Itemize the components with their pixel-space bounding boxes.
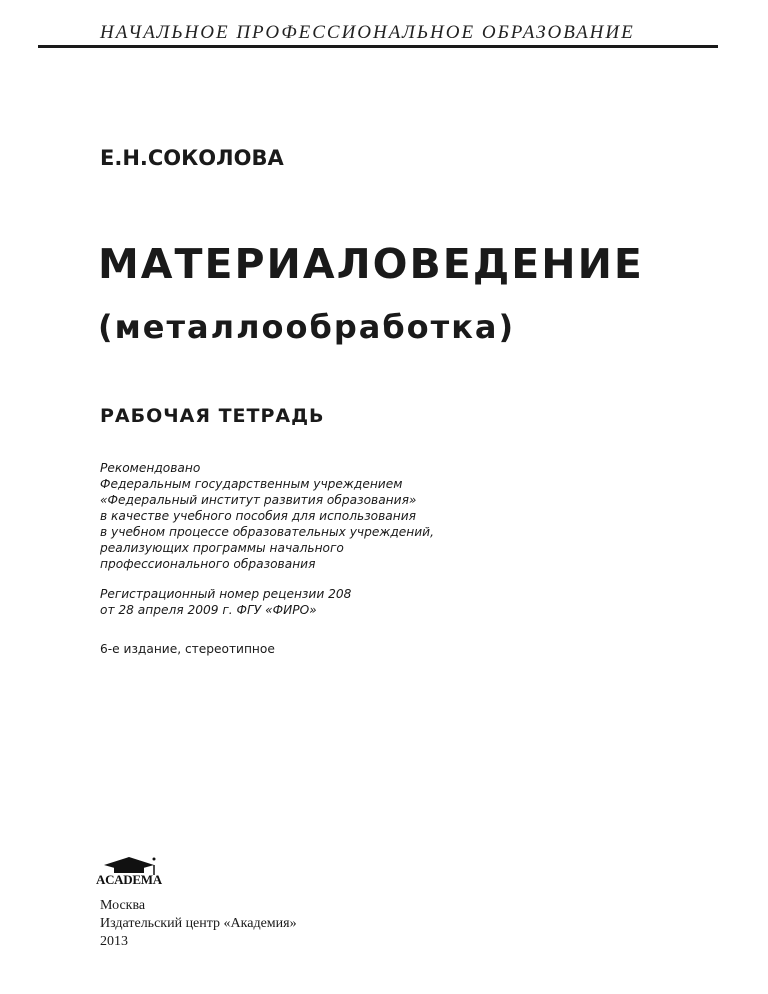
imprint-year: 2013 bbox=[100, 934, 128, 949]
recommendation-line: в учебном процессе образовательных учреждений, bbox=[100, 525, 434, 539]
publisher-logo bbox=[96, 855, 176, 889]
author-name: Е.Н.СОКОЛОВА bbox=[100, 146, 284, 170]
recommendation-line: Федеральным государственным учреждением bbox=[100, 477, 403, 491]
recommendation-line: в качестве учебного пособия для использования bbox=[100, 509, 417, 523]
imprint-publisher: Издательский центр «Академия» bbox=[100, 916, 297, 931]
recommendation-line: «Федеральный институт развития образования» bbox=[100, 493, 417, 507]
imprint-city: Москва bbox=[100, 898, 146, 913]
work-type: РАБОЧАЯ ТЕТРАДЬ bbox=[100, 405, 325, 427]
book-subtitle: (металлообработка) bbox=[98, 308, 516, 346]
registration-line: от 28 апреля 2009 г. ФГУ «ФИРО» bbox=[100, 603, 317, 617]
registration-line: Регистрационный номер рецензии 208 bbox=[100, 587, 352, 601]
publisher-logo-text: ACADEMA bbox=[96, 872, 162, 887]
recommendation-line: Рекомендовано bbox=[100, 461, 201, 475]
edition-note: 6-е издание, стереотипное bbox=[100, 642, 275, 656]
book-title: МАТЕРИАЛОВЕДЕНИЕ bbox=[98, 240, 644, 288]
header-rule bbox=[38, 45, 718, 48]
series-title: НАЧАЛЬНОЕ ПРОФЕССИОНАЛЬНОЕ ОБРАЗОВАНИЕ bbox=[100, 22, 635, 43]
registration-block bbox=[100, 586, 351, 618]
recommendation-line: реализующих программы начального bbox=[100, 541, 344, 555]
recommendation-line: профессионального образования bbox=[100, 557, 316, 571]
imprint-block bbox=[100, 897, 297, 951]
recommendation-block bbox=[100, 460, 434, 572]
